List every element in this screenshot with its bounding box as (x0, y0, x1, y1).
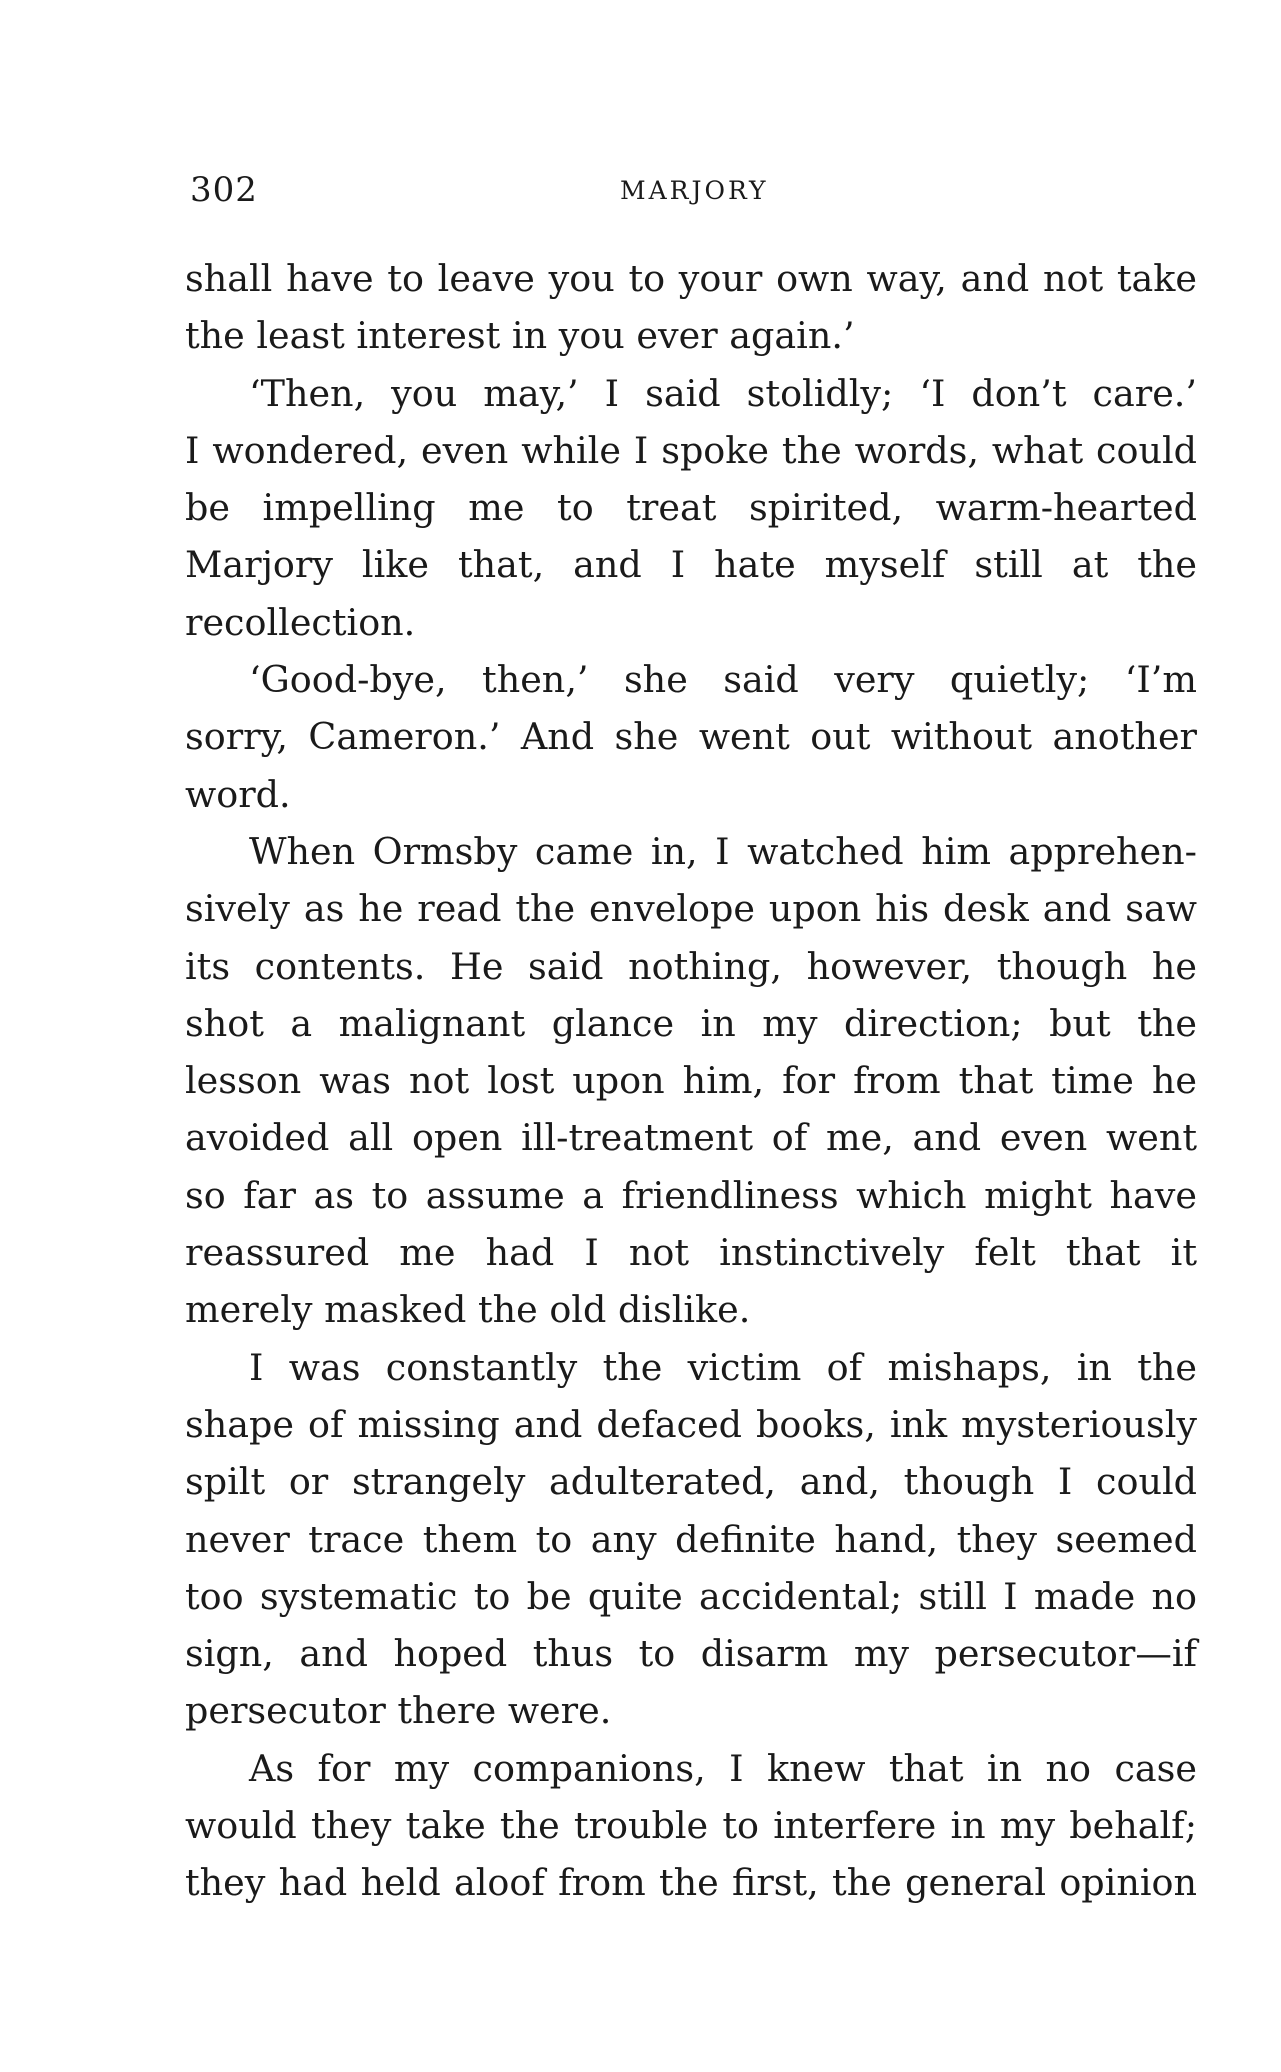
text-line: Marjory like that, and I hate myself still at the (185, 543, 1197, 587)
running-title: MARJORY (620, 176, 769, 205)
text-line: sively as he read the envelope upon his desk and saw (185, 887, 1197, 931)
text-line: As for my companions, I knew that in no case (249, 1746, 1197, 1790)
text-line: lesson was not lost upon him, for from that time he (185, 1059, 1197, 1103)
text-line: I wondered, even while I spoke the words, what could (185, 428, 1197, 472)
text-line: never trace them to any definite hand, they seemed (185, 1517, 1197, 1561)
text-line: shot a malignant glance in my direction; but the (185, 1001, 1197, 1045)
text-line: the least interest in you ever again.’ (185, 314, 855, 358)
text-line: they had held aloof from the first, the general opinion (185, 1861, 1197, 1905)
text-line: sorry, Cameron.’ And she went out without another (185, 715, 1197, 759)
text-line: merely masked the old dislike. (185, 1288, 751, 1332)
text-line: would they take the trouble to interfere in my behalf; (185, 1804, 1197, 1848)
text-line: too systematic to be quite accidental; still I made no (185, 1574, 1197, 1618)
text-line: spilt or strangely adulterated, and, though I could (185, 1460, 1197, 1504)
text-line: ‘Good-bye, then,’ she said very quietly; ‘I’m (249, 658, 1197, 702)
text-line: recollection. (185, 600, 416, 644)
text-line: shall have to leave you to your own way, and not take (185, 257, 1197, 300)
text-line: be impelling me to treat spirited, warm-hearted (185, 486, 1197, 530)
text-line: sign, and hoped thus to disarm my persecutor—if (185, 1632, 1197, 1676)
text-line: avoided all open ill-treatment of me, and even went (185, 1116, 1197, 1160)
text-line: ‘Then, you may,’ I said stolidly; ‘I don’t care.’ (249, 371, 1197, 415)
text-line: word. (185, 772, 291, 816)
text-line: reassured me had I not instinctively felt that it (185, 1231, 1197, 1275)
running-head (190, 170, 1190, 216)
text-line: so far as to assume a friendliness which might have (185, 1173, 1197, 1217)
body-text (185, 250, 1197, 1912)
page-number: 302 (190, 170, 258, 210)
text-line: shape of missing and defaced books, ink mysteriously (185, 1402, 1197, 1446)
text-line: I was constantly the victim of mishaps, in the (249, 1345, 1197, 1389)
text-line: its contents. He said nothing, however, though he (185, 944, 1197, 988)
text-line: persecutor there were. (185, 1689, 612, 1733)
text-line: When Ormsby came in, I watched him apprehen- (249, 829, 1197, 873)
